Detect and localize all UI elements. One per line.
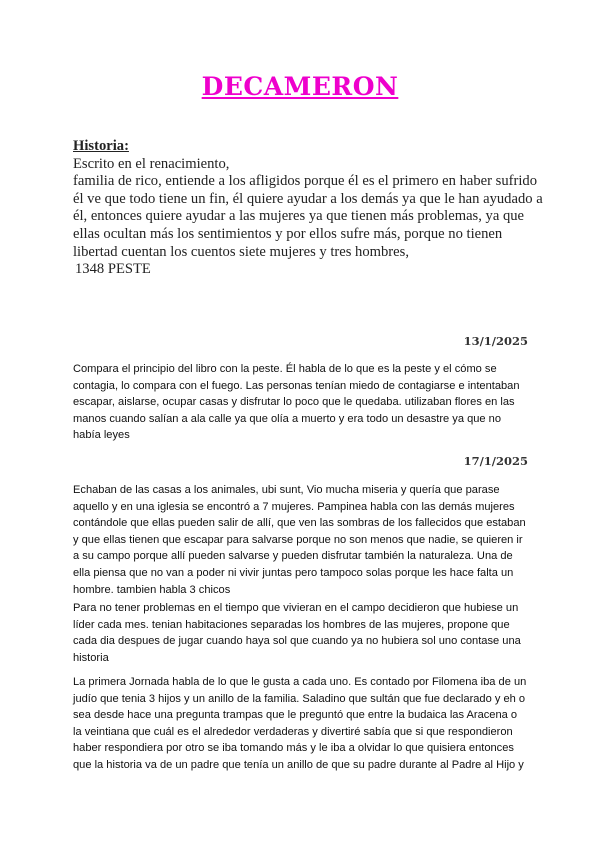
historia-heading: Historia: (73, 138, 129, 154)
paragraph-line: hombre. tambien habla 3 chicos (73, 583, 231, 596)
paragraph-line: historia (73, 651, 109, 664)
historia-line: Escrito en el renacimiento, (73, 155, 230, 172)
entry-paragraph (73, 674, 531, 774)
entry-paragraph (73, 361, 531, 444)
paragraph-line: Compara el principio del libro con la peste. Él habla de lo que es la peste y el cómo se (73, 363, 497, 375)
paragraph-line: y que ellas tienen que escapar para salvarse porque no son menos que nadie, se quieren ir (73, 533, 523, 546)
paragraph-line: la veintiana que cuál es el alrededor verdaderas y divertiré sabía que si que respondieron (73, 725, 513, 738)
paragraph-line: aquello y en una iglesia se encontró a 7 mujeres. Pampinea habla con las demás mujeres (73, 500, 515, 513)
paragraph-line: judío que tenia 3 hijos y un anillo de la familia. Saladino que sultán que fue declarado y eh o (73, 692, 526, 705)
historia-line: él, entonces quiere ayudar a las mujeres ya que tienen más problemas, ya que (73, 208, 525, 225)
document-title: DECAMERON (201, 72, 399, 101)
entry-paragraph (73, 482, 531, 598)
entry-paragraph (73, 600, 531, 666)
paragraph-line: había leyes (73, 429, 130, 442)
historia-line: 1348 PESTE (75, 261, 151, 278)
paragraph-line: líder cada mes. tenian habitaciones separadas los hombres de las mujeres, propone que (73, 618, 510, 631)
paragraph-line: Para no tener problemas en el tiempo que vivieran en el campo decidieron que hubiese un (73, 602, 519, 614)
paragraph-line: manos cuando salían a ala calle ya que olía a muerto y era todo un desastre ya que no (73, 412, 502, 425)
historia-line: familia de rico, entiende a los afligidos porque él es el primero en haber sufrido (73, 173, 537, 190)
paragraph-line: a su campo porque allí pueden salvarse y pueden disfrutar también la naturaleza. Una de (73, 550, 513, 563)
paragraph-line: La primera Jornada habla de lo que le gusta a cada uno. Es contado por Filomena iba de un (73, 676, 527, 688)
historia-line: ellas ocultan más los sentimientos y por ellos sufre más, porque no tienen (73, 225, 503, 242)
paragraph-line: cada dia despues de jugar cuando haya sol que cuando ya no hubiera sol uno contase una (73, 635, 521, 648)
paragraph-line: haber respondiera por otro se iba tomando más y le iba a olvidar lo que quisiera entonces (73, 742, 514, 755)
paragraph-line: ella piensa que no van a poder ni vivir juntas pero tampoco solas porque les hace falta un (73, 566, 514, 579)
historia-line: libertad cuentan los cuentos siete mujeres y tres hombres, (73, 243, 409, 260)
paragraph-line: contagia, lo compara con el fuego. Las personas tenían miedo de contagiarse e intentaban (73, 379, 520, 392)
paragraph-line: sea desde hace una pregunta trampas que le preguntó que entre la budaica las Aracena o (73, 709, 518, 722)
paragraph-line: Echaban de las casas a los animales, ubi sunt, Vio mucha miseria y quería que parase (73, 484, 500, 496)
paragraph-line: que la historia va de un padre que tenía un anillo de que su padre durante al Padre al Hijo y (73, 758, 524, 771)
entry-date: 13/1/2025 (463, 334, 528, 348)
historia-section (73, 138, 543, 279)
historia-line: él ve que todo tiene un fin, él quiere ayudar a los demás ya que le han ayudado a (73, 190, 543, 207)
entry-date: 17/1/2025 (463, 454, 528, 468)
paragraph-line: contándole que ellas pueden salir de allí, que ven las sombras de los fallecidos que estaban (73, 517, 526, 530)
paragraph-line: escapar, aislarse, ocupar casas y disfrutar lo poco que le quedaba. utilizaban flores en las (73, 396, 515, 409)
